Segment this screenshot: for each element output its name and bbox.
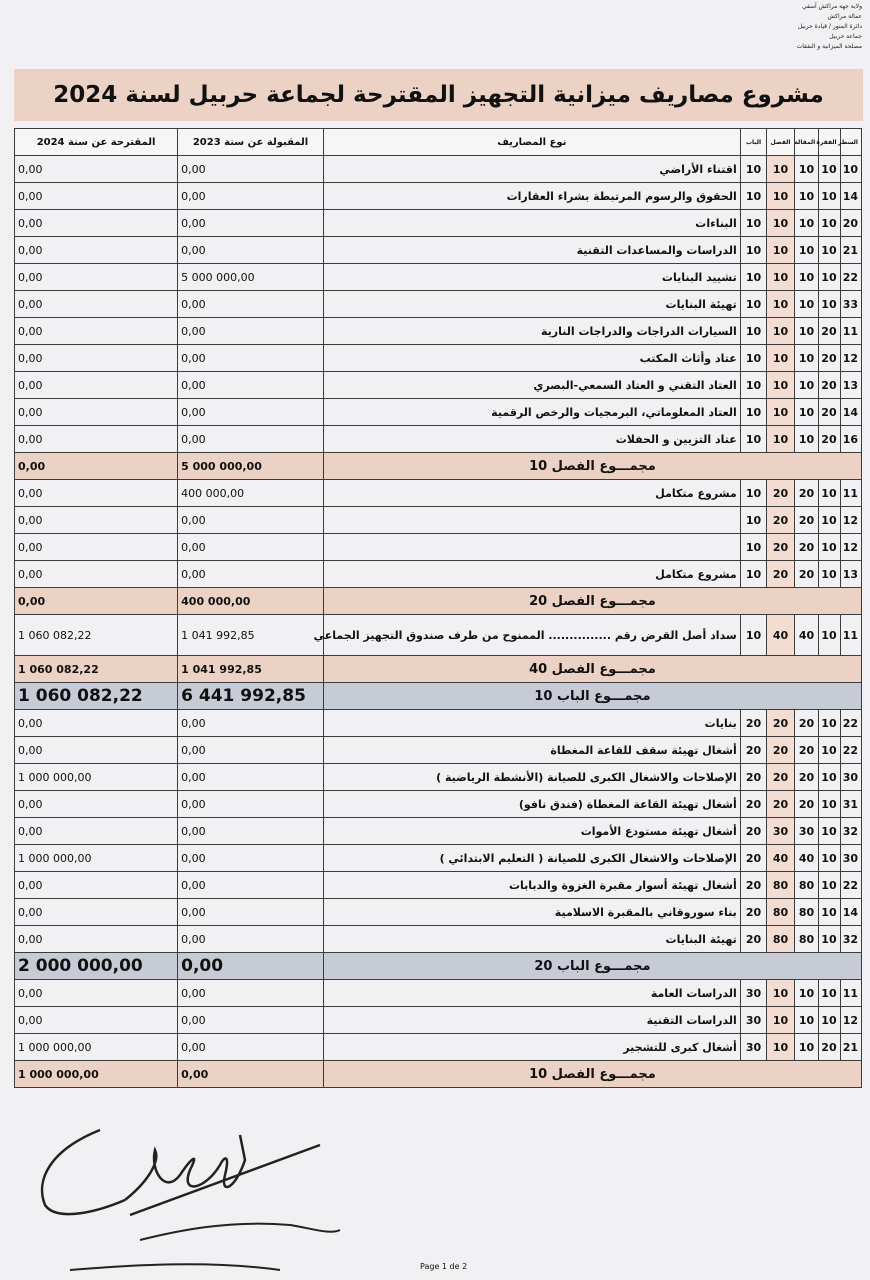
- proposed-amount-cell: 0,00: [15, 507, 178, 534]
- code-cell: 10: [819, 737, 840, 764]
- code-cell: 10: [740, 507, 767, 534]
- table-row: [15, 156, 862, 183]
- code-cell: 11: [840, 318, 861, 345]
- total-accepted-cell: 0,00: [178, 1061, 324, 1088]
- col-header-code: الباب: [740, 129, 767, 156]
- table-row: [15, 764, 862, 791]
- proposed-amount-cell: 0,00: [15, 926, 178, 953]
- code-cell: 20: [740, 737, 767, 764]
- code-cell: 10: [819, 264, 840, 291]
- table-row: [15, 345, 862, 372]
- table-row: [15, 507, 862, 534]
- header-line: دائرة المنور / قيادة حربيل: [797, 23, 862, 30]
- proposed-amount-cell: 0,00: [15, 318, 178, 345]
- code-cell: 22: [840, 872, 861, 899]
- code-cell: 10: [740, 210, 767, 237]
- accepted-amount-cell: 0,00: [178, 872, 324, 899]
- total-label-cell: مجمـــوع الباب 10: [323, 683, 861, 710]
- chapter-total-row: [15, 453, 862, 480]
- table-row: [15, 615, 862, 656]
- proposed-amount-cell: 0,00: [15, 737, 178, 764]
- expense-type-cell: تهيئة البنايات: [323, 926, 740, 953]
- table-row: [15, 980, 862, 1007]
- expense-type-cell: البناءات: [323, 210, 740, 237]
- table-body: [15, 156, 862, 1088]
- code-cell: 12: [840, 345, 861, 372]
- accepted-amount-cell: 400 000,00: [178, 480, 324, 507]
- expense-type-cell: الإصلاحات والاشغال الكبرى للصيانة (الأنشطة الرياضية ): [323, 764, 740, 791]
- budget-table: [14, 128, 862, 1088]
- total-proposed-cell: 1 060 082,22: [15, 656, 178, 683]
- header-line: مصلحة الميزانية و النفقات: [796, 43, 862, 50]
- code-cell: 20: [767, 737, 795, 764]
- code-cell: 30: [740, 1007, 767, 1034]
- table-row: [15, 480, 862, 507]
- code-cell: 10: [819, 210, 840, 237]
- expense-type-cell: تشييد البنايات: [323, 264, 740, 291]
- code-cell: 32: [840, 926, 861, 953]
- code-cell: 20: [740, 764, 767, 791]
- table-row: [15, 318, 862, 345]
- proposed-amount-cell: 0,00: [15, 1007, 178, 1034]
- table-row: [15, 818, 862, 845]
- code-cell: 30: [840, 845, 861, 872]
- col-header-code: السطر: [840, 129, 861, 156]
- accepted-amount-cell: 0,00: [178, 345, 324, 372]
- total-label-cell: مجمـــوع الفصل 20: [323, 588, 861, 615]
- code-cell: 20: [767, 507, 795, 534]
- proposed-amount-cell: 0,00: [15, 237, 178, 264]
- expense-type-cell: العتاد المعلوماتي، البرمجيات والرخص الرقمية: [323, 399, 740, 426]
- code-cell: 20: [819, 399, 840, 426]
- accepted-amount-cell: 0,00: [178, 426, 324, 453]
- code-cell: 20: [740, 710, 767, 737]
- table-row: [15, 183, 862, 210]
- code-cell: 10: [794, 318, 818, 345]
- expense-type-cell: أشغال تهيئة سقف للقاعة المغطاة: [323, 737, 740, 764]
- code-cell: 10: [794, 183, 818, 210]
- code-cell: 33: [840, 291, 861, 318]
- code-cell: 14: [840, 183, 861, 210]
- accepted-amount-cell: 0,00: [178, 372, 324, 399]
- code-cell: 10: [819, 899, 840, 926]
- table-row: [15, 426, 862, 453]
- code-cell: 30: [740, 1034, 767, 1061]
- code-cell: 20: [819, 426, 840, 453]
- expense-type-cell: أشغال كبرى للتشجير: [323, 1034, 740, 1061]
- expense-type-cell: تهيئة البنايات: [323, 291, 740, 318]
- code-cell: 22: [840, 737, 861, 764]
- code-cell: 13: [840, 372, 861, 399]
- code-cell: 80: [794, 899, 818, 926]
- expense-type-cell: أشغال تهيئة مستودع الأموات: [323, 818, 740, 845]
- table-row: [15, 534, 862, 561]
- accepted-amount-cell: 0,00: [178, 534, 324, 561]
- code-cell: 30: [840, 764, 861, 791]
- code-cell: 31: [840, 791, 861, 818]
- code-cell: 20: [794, 710, 818, 737]
- code-cell: 80: [794, 926, 818, 953]
- code-cell: 10: [740, 237, 767, 264]
- proposed-amount-cell: 0,00: [15, 426, 178, 453]
- col-header-code: الفصل: [767, 129, 795, 156]
- code-cell: 20: [740, 899, 767, 926]
- accepted-amount-cell: 0,00: [178, 210, 324, 237]
- expense-type-cell: الحقوق والرسوم المرتبطة بشراء العقارات: [323, 183, 740, 210]
- accepted-amount-cell: 0,00: [178, 899, 324, 926]
- table-row: [15, 737, 862, 764]
- code-cell: 10: [740, 318, 767, 345]
- code-cell: 13: [840, 561, 861, 588]
- table-row: [15, 899, 862, 926]
- code-cell: 10: [767, 399, 795, 426]
- proposed-amount-cell: 0,00: [15, 534, 178, 561]
- proposed-amount-cell: 0,00: [15, 980, 178, 1007]
- code-cell: 11: [840, 480, 861, 507]
- code-cell: 10: [819, 156, 840, 183]
- accepted-amount-cell: 0,00: [178, 737, 324, 764]
- code-cell: 10: [794, 1007, 818, 1034]
- code-cell: 10: [740, 426, 767, 453]
- col-header-code: المقالة: [794, 129, 818, 156]
- code-cell: 10: [794, 156, 818, 183]
- code-cell: 10: [794, 980, 818, 1007]
- code-cell: 10: [840, 156, 861, 183]
- code-cell: 10: [819, 237, 840, 264]
- code-cell: 20: [794, 507, 818, 534]
- proposed-amount-cell: 0,00: [15, 710, 178, 737]
- code-cell: 20: [819, 372, 840, 399]
- code-cell: 32: [840, 818, 861, 845]
- table-row: [15, 1007, 862, 1034]
- code-cell: 22: [840, 710, 861, 737]
- code-cell: 20: [740, 791, 767, 818]
- expense-type-cell: عتاد التزيين و الحفلات: [323, 426, 740, 453]
- section-total-row: [15, 683, 862, 710]
- code-cell: 10: [767, 372, 795, 399]
- code-cell: 14: [840, 899, 861, 926]
- proposed-amount-cell: 1 060 082,22: [15, 615, 178, 656]
- signature-image: [30, 1120, 360, 1280]
- table-row: [15, 399, 862, 426]
- code-cell: 40: [794, 845, 818, 872]
- code-cell: 10: [767, 1034, 795, 1061]
- total-proposed-cell: 1 060 082,22: [15, 683, 178, 710]
- table-row: [15, 845, 862, 872]
- code-cell: 20: [767, 791, 795, 818]
- code-cell: 10: [794, 426, 818, 453]
- expense-type-cell: [323, 534, 740, 561]
- proposed-amount-cell: 0,00: [15, 561, 178, 588]
- code-cell: 10: [819, 872, 840, 899]
- header-line: عمالة مراكش: [827, 13, 862, 20]
- code-cell: 10: [740, 615, 767, 656]
- proposed-amount-cell: 0,00: [15, 818, 178, 845]
- accepted-amount-cell: 1 041 992,85: [178, 615, 324, 656]
- chapter-total-row: [15, 656, 862, 683]
- code-cell: 10: [740, 183, 767, 210]
- code-cell: 20: [767, 561, 795, 588]
- code-cell: 10: [794, 210, 818, 237]
- accepted-amount-cell: 0,00: [178, 1034, 324, 1061]
- code-cell: 10: [767, 426, 795, 453]
- code-cell: 10: [794, 264, 818, 291]
- code-cell: 22: [840, 264, 861, 291]
- code-cell: 14: [840, 399, 861, 426]
- chapter-total-row: [15, 1061, 862, 1088]
- code-cell: 20: [794, 791, 818, 818]
- code-cell: 20: [740, 818, 767, 845]
- table-row: [15, 237, 862, 264]
- table-row: [15, 291, 862, 318]
- accepted-amount-cell: 0,00: [178, 399, 324, 426]
- accepted-amount-cell: 0,00: [178, 980, 324, 1007]
- table-row: [15, 264, 862, 291]
- proposed-amount-cell: 0,00: [15, 872, 178, 899]
- code-cell: 30: [740, 980, 767, 1007]
- code-cell: 10: [819, 710, 840, 737]
- expense-type-cell: اقتناء الأراضي: [323, 156, 740, 183]
- table-row: [15, 710, 862, 737]
- expense-type-cell: الدراسات العامة: [323, 980, 740, 1007]
- accepted-amount-cell: 0,00: [178, 818, 324, 845]
- table-row: [15, 210, 862, 237]
- code-cell: 80: [767, 926, 795, 953]
- code-cell: 10: [794, 399, 818, 426]
- accepted-amount-cell: 0,00: [178, 318, 324, 345]
- code-cell: 10: [819, 480, 840, 507]
- accepted-amount-cell: 0,00: [178, 561, 324, 588]
- code-cell: 20: [740, 926, 767, 953]
- table-row: [15, 372, 862, 399]
- proposed-amount-cell: 0,00: [15, 264, 178, 291]
- total-proposed-cell: 0,00: [15, 588, 178, 615]
- col-header-proposed: المقترحة عن سنة 2024: [15, 129, 178, 156]
- code-cell: 30: [794, 818, 818, 845]
- code-cell: 10: [740, 480, 767, 507]
- code-cell: 10: [819, 818, 840, 845]
- code-cell: 10: [819, 615, 840, 656]
- expense-type-cell: سداد أصل القرض رقم ............... الممنوح من طرف صندوق التجهيز الجماعي: [323, 615, 740, 656]
- accepted-amount-cell: 0,00: [178, 764, 324, 791]
- code-cell: 12: [840, 534, 861, 561]
- accepted-amount-cell: 0,00: [178, 845, 324, 872]
- total-accepted-cell: 1 041 992,85: [178, 656, 324, 683]
- code-cell: 10: [767, 291, 795, 318]
- proposed-amount-cell: 0,00: [15, 210, 178, 237]
- accepted-amount-cell: 0,00: [178, 926, 324, 953]
- total-accepted-cell: 6 441 992,85: [178, 683, 324, 710]
- code-cell: 10: [794, 372, 818, 399]
- code-cell: 10: [740, 291, 767, 318]
- header-line: ولاية جهة مراكش آسفي: [801, 3, 862, 10]
- code-cell: 20: [840, 210, 861, 237]
- total-accepted-cell: 5 000 000,00: [178, 453, 324, 480]
- title-bar: [14, 69, 863, 121]
- accepted-amount-cell: 0,00: [178, 237, 324, 264]
- code-cell: 20: [794, 737, 818, 764]
- total-label-cell: مجمـــوع الفصل 40: [323, 656, 861, 683]
- table-row: [15, 1034, 862, 1061]
- expense-type-cell: أشغال تهيئة القاعة المغطاة (فندق نافو): [323, 791, 740, 818]
- expense-type-cell: بناء سوروقاني بالمقبرة الاسلامية: [323, 899, 740, 926]
- code-cell: 10: [794, 345, 818, 372]
- code-cell: 10: [767, 210, 795, 237]
- code-cell: 20: [794, 561, 818, 588]
- code-cell: 20: [794, 764, 818, 791]
- code-cell: 10: [740, 156, 767, 183]
- code-cell: 10: [767, 264, 795, 291]
- expense-type-cell: [323, 507, 740, 534]
- code-cell: 20: [767, 534, 795, 561]
- expense-type-cell: الدراسات والمساعدات التقنية: [323, 237, 740, 264]
- code-cell: 12: [840, 507, 861, 534]
- expense-type-cell: بنايات: [323, 710, 740, 737]
- code-cell: 20: [819, 1034, 840, 1061]
- proposed-amount-cell: 0,00: [15, 899, 178, 926]
- total-accepted-cell: 400 000,00: [178, 588, 324, 615]
- expense-type-cell: الإصلاحات والاشغال الكبرى للصيانة ( التعليم الابتدائي ): [323, 845, 740, 872]
- code-cell: 80: [767, 899, 795, 926]
- total-label-cell: مجمـــوع الباب 20: [323, 953, 861, 980]
- col-header-code: الفقرة: [819, 129, 840, 156]
- col-header-type: نوع المصاريف: [323, 129, 740, 156]
- code-cell: 10: [819, 764, 840, 791]
- code-cell: 10: [794, 237, 818, 264]
- code-cell: 21: [840, 237, 861, 264]
- proposed-amount-cell: 0,00: [15, 399, 178, 426]
- code-cell: 10: [819, 980, 840, 1007]
- code-cell: 10: [819, 791, 840, 818]
- code-cell: 40: [767, 845, 795, 872]
- code-cell: 20: [740, 872, 767, 899]
- table-row: [15, 561, 862, 588]
- code-cell: 10: [819, 183, 840, 210]
- code-cell: 11: [840, 980, 861, 1007]
- table-row: [15, 926, 862, 953]
- code-cell: 10: [767, 1007, 795, 1034]
- expense-type-cell: العتاد التقني و العتاد السمعي-البصري: [323, 372, 740, 399]
- proposed-amount-cell: 0,00: [15, 791, 178, 818]
- total-label-cell: مجمـــوع الفصل 10: [323, 1061, 861, 1088]
- proposed-amount-cell: 1 000 000,00: [15, 1034, 178, 1061]
- table-header-row: [15, 129, 862, 156]
- code-cell: 20: [794, 480, 818, 507]
- page-number: Page 1 de 2: [420, 1262, 468, 1271]
- expense-type-cell: الدراسات التقنية: [323, 1007, 740, 1034]
- code-cell: 20: [819, 318, 840, 345]
- code-cell: 10: [740, 561, 767, 588]
- proposed-amount-cell: 1 000 000,00: [15, 764, 178, 791]
- col-header-accepted: المقبولة عن سنة 2023: [178, 129, 324, 156]
- code-cell: 11: [840, 615, 861, 656]
- code-cell: 12: [840, 1007, 861, 1034]
- total-label-cell: مجمـــوع الفصل 10: [323, 453, 861, 480]
- accepted-amount-cell: 0,00: [178, 183, 324, 210]
- code-cell: 40: [767, 615, 795, 656]
- code-cell: 10: [740, 345, 767, 372]
- section-total-row: [15, 953, 862, 980]
- proposed-amount-cell: 0,00: [15, 372, 178, 399]
- code-cell: 10: [740, 264, 767, 291]
- proposed-amount-cell: 0,00: [15, 480, 178, 507]
- code-cell: 10: [819, 561, 840, 588]
- code-cell: 21: [840, 1034, 861, 1061]
- total-accepted-cell: 0,00: [178, 953, 324, 980]
- accepted-amount-cell: 0,00: [178, 791, 324, 818]
- accepted-amount-cell: 0,00: [178, 710, 324, 737]
- code-cell: 10: [740, 534, 767, 561]
- header-line: جماعة حربيل: [829, 33, 862, 40]
- code-cell: 10: [819, 507, 840, 534]
- expense-type-cell: السيارات الدراجات والدراجات النارية: [323, 318, 740, 345]
- expense-type-cell: مشروع متكامل: [323, 561, 740, 588]
- code-cell: 10: [794, 291, 818, 318]
- code-cell: 10: [767, 183, 795, 210]
- code-cell: 10: [740, 399, 767, 426]
- code-cell: 10: [819, 926, 840, 953]
- proposed-amount-cell: 1 000 000,00: [15, 845, 178, 872]
- code-cell: 10: [767, 980, 795, 1007]
- code-cell: 10: [767, 156, 795, 183]
- page-title: مشروع مصاريف ميزانية التجهيز المقترحة لجماعة حربيل لسنة 2024: [53, 82, 824, 108]
- chapter-total-row: [15, 588, 862, 615]
- code-cell: 40: [794, 615, 818, 656]
- code-cell: 20: [767, 710, 795, 737]
- accepted-amount-cell: 0,00: [178, 291, 324, 318]
- accepted-amount-cell: 0,00: [178, 156, 324, 183]
- proposed-amount-cell: 0,00: [15, 291, 178, 318]
- expense-type-cell: مشروع متكامل: [323, 480, 740, 507]
- code-cell: 10: [767, 237, 795, 264]
- code-cell: 10: [767, 345, 795, 372]
- code-cell: 80: [794, 872, 818, 899]
- code-cell: 10: [819, 291, 840, 318]
- total-proposed-cell: 1 000 000,00: [15, 1061, 178, 1088]
- table-row: [15, 791, 862, 818]
- code-cell: 10: [767, 318, 795, 345]
- proposed-amount-cell: 0,00: [15, 183, 178, 210]
- code-cell: 20: [767, 764, 795, 791]
- code-cell: 10: [819, 534, 840, 561]
- code-cell: 16: [840, 426, 861, 453]
- code-cell: 10: [794, 1034, 818, 1061]
- proposed-amount-cell: 0,00: [15, 345, 178, 372]
- code-cell: 20: [767, 480, 795, 507]
- accepted-amount-cell: 5 000 000,00: [178, 264, 324, 291]
- accepted-amount-cell: 0,00: [178, 507, 324, 534]
- code-cell: 20: [794, 534, 818, 561]
- header-block: [732, 2, 862, 52]
- code-cell: 20: [819, 345, 840, 372]
- expense-type-cell: عتاد وأثاث المكتب: [323, 345, 740, 372]
- total-proposed-cell: 0,00: [15, 453, 178, 480]
- table-row: [15, 872, 862, 899]
- total-proposed-cell: 2 000 000,00: [15, 953, 178, 980]
- expense-type-cell: أشغال تهيئة أسوار مقبرة الغزوة والدبابات: [323, 872, 740, 899]
- accepted-amount-cell: 0,00: [178, 1007, 324, 1034]
- code-cell: 10: [740, 372, 767, 399]
- code-cell: 30: [767, 818, 795, 845]
- code-cell: 10: [819, 1007, 840, 1034]
- proposed-amount-cell: 0,00: [15, 156, 178, 183]
- code-cell: 10: [819, 845, 840, 872]
- code-cell: 20: [740, 845, 767, 872]
- code-cell: 80: [767, 872, 795, 899]
